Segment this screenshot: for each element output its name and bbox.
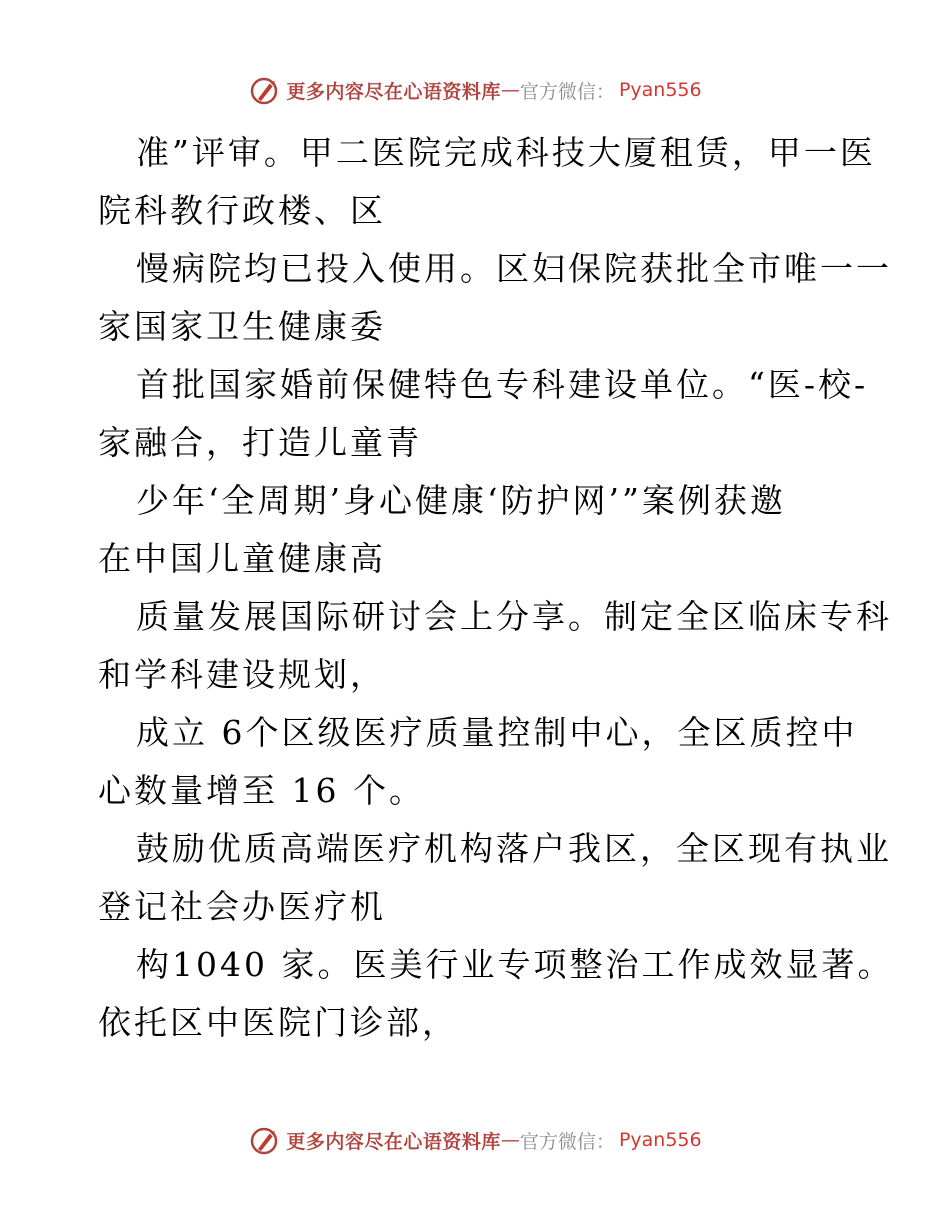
header-watermark bbox=[0, 72, 950, 108]
text-line: 构1040 家。医美行业专项整治工作成效显著。 bbox=[136, 945, 894, 984]
text-line: 登记社会办医疗机 bbox=[98, 887, 386, 926]
text-line: 慢病院均已投入使用。区妇保院获批全市唯一一 bbox=[136, 249, 892, 288]
text-line: 和学科建设规划， bbox=[98, 655, 386, 694]
text-line: 依托区中医院门诊部， bbox=[98, 1003, 458, 1042]
text-line: 准”评审。甲二医院完成科技大厦租赁，甲一医 bbox=[136, 133, 876, 172]
header-brand-text: 更多内容尽在心语资料库 bbox=[286, 80, 501, 103]
footer-brand-text: 更多内容尽在心语资料库 bbox=[286, 1130, 501, 1153]
text-line: 家融合，打造儿童青 bbox=[98, 423, 422, 462]
pen-nib-logo-icon bbox=[248, 73, 282, 107]
text-line: 鼓励优质高端医疗机构落户我区，全区现有执业 bbox=[136, 829, 892, 868]
header-separator: — bbox=[500, 79, 520, 101]
pen-nib-logo-icon bbox=[248, 1123, 282, 1157]
header-wechat-id: Pyan556 bbox=[618, 79, 702, 101]
text-line: 院科教行政楼、区 bbox=[98, 191, 386, 230]
text-line: 心数量增至 16 个。 bbox=[98, 771, 425, 810]
text-line: 在中国儿童健康高 bbox=[98, 539, 386, 578]
text-line: 首批国家婚前保健特色专科建设单位。“医-校- bbox=[136, 365, 869, 404]
footer-watermark bbox=[0, 1122, 950, 1158]
header-wechat-label: 官方微信： bbox=[519, 80, 615, 103]
text-line: 成立 6个区级医疗质量控制中心，全区质控中 bbox=[136, 713, 858, 752]
footer-separator: — bbox=[500, 1129, 520, 1151]
text-line: 家国家卫生健康委 bbox=[98, 307, 386, 346]
footer-wechat-label: 官方微信： bbox=[519, 1130, 615, 1153]
footer-wechat-id: Pyan556 bbox=[618, 1129, 702, 1151]
text-line: 质量发展国际研讨会上分享。制定全区临床专科 bbox=[136, 597, 892, 636]
text-line: 少年‘全周期’身心健康‘防护网’”案例获邀 bbox=[136, 481, 786, 520]
document-body bbox=[98, 124, 894, 1052]
